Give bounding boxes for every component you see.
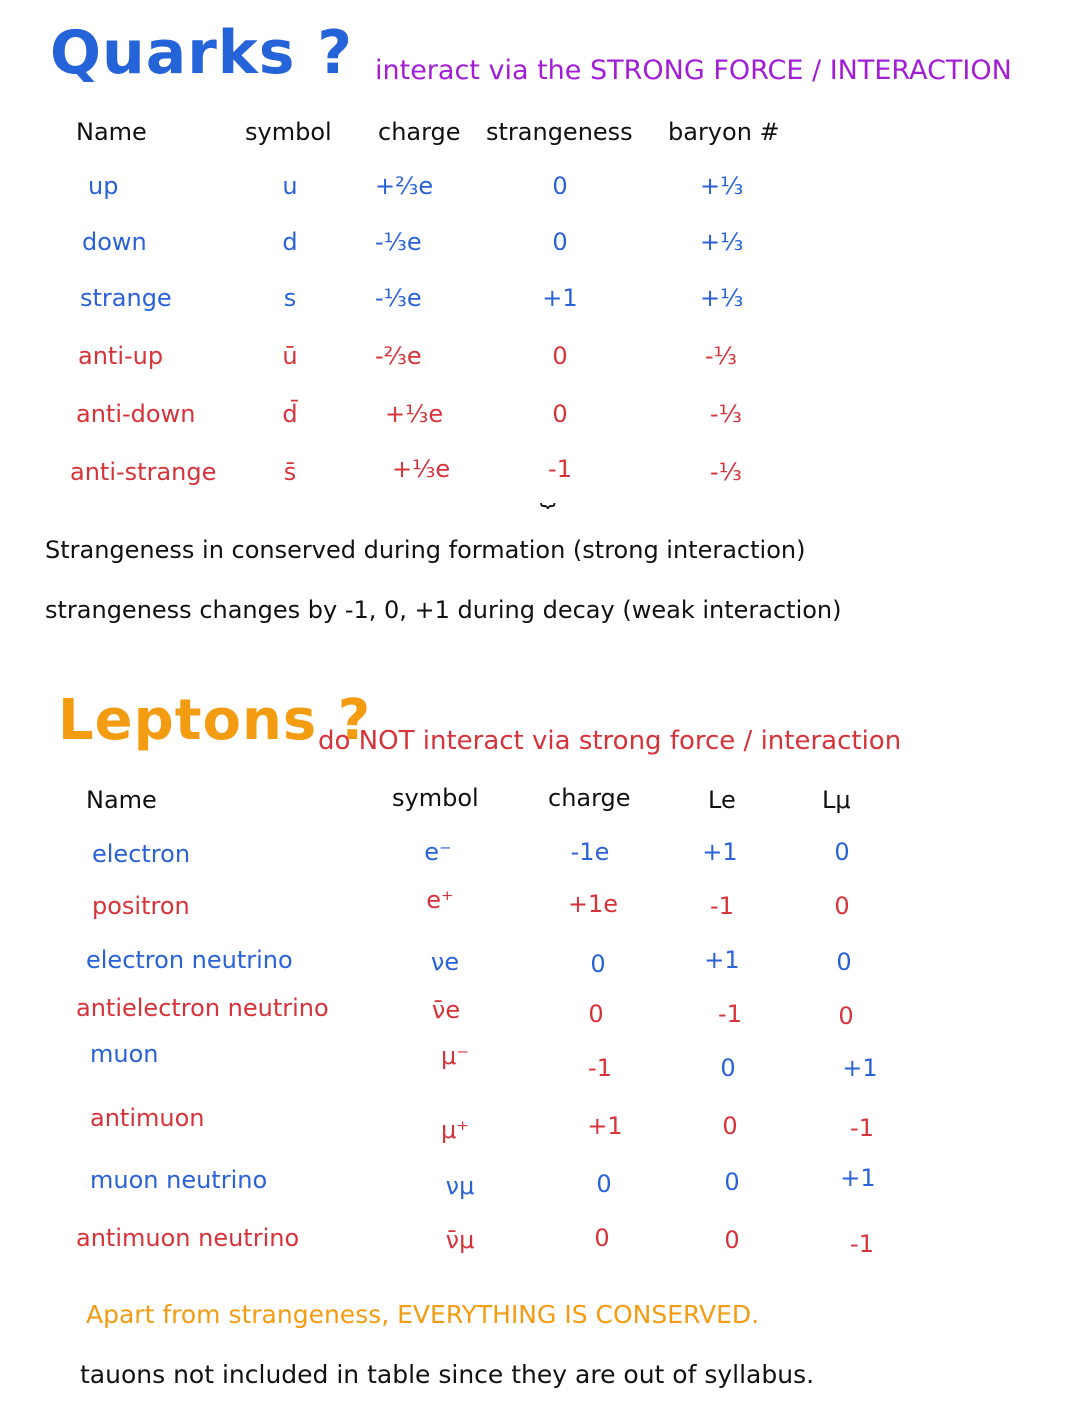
quark-row-strangeness: -1 xyxy=(548,455,572,483)
lepton-row-name: antielectron neutrino xyxy=(76,994,329,1022)
quarks-note-formation: Strangeness in conserved during formation (strong interaction) xyxy=(45,536,806,564)
lepton-row-charge: -1e xyxy=(570,838,610,866)
lepton-row-symbol: ν̄μ xyxy=(445,1226,475,1254)
lepton-row-symbol: μ⁺ xyxy=(441,1116,469,1144)
lepton-row-charge: +1 xyxy=(587,1112,623,1140)
quark-row-name: up xyxy=(88,172,119,200)
lepton-row-symbol: e⁺ xyxy=(426,886,454,914)
leptons-header-le: Le xyxy=(708,786,736,814)
leptons-header-charge: charge xyxy=(548,784,631,812)
lepton-row-charge: 0 xyxy=(588,1000,604,1028)
lepton-row-le: -1 xyxy=(710,892,734,920)
lepton-row-symbol: νe xyxy=(430,948,460,976)
leptons-title: Leptons ? xyxy=(58,688,372,753)
quark-row-symbol: ū xyxy=(282,342,298,370)
quark-row-strangeness: 0 xyxy=(552,172,568,200)
lepton-row-name: antimuon neutrino xyxy=(76,1224,300,1252)
quark-row-symbol: d xyxy=(282,228,298,256)
quark-row-name: anti-down xyxy=(76,400,196,428)
lepton-row-le: +1 xyxy=(704,946,740,974)
quark-row-baryon: -⅓ xyxy=(705,342,737,370)
quark-row-charge: -⅔e xyxy=(375,342,422,370)
lepton-row-symbol: νμ xyxy=(445,1172,475,1200)
quarks-header-baryon: baryon # xyxy=(668,118,780,146)
leptons-subtitle: do NOT interact via strong force / interaction xyxy=(318,726,902,756)
lepton-row-charge: -1 xyxy=(588,1054,612,1082)
lepton-row-lmu: -1 xyxy=(850,1114,874,1142)
lepton-row-lmu: 0 xyxy=(834,892,850,920)
quark-row-strangeness: 0 xyxy=(552,342,568,370)
lepton-row-name: electron xyxy=(92,840,191,868)
quarks-title: Quarks ? xyxy=(50,18,354,88)
lepton-row-lmu: 0 xyxy=(836,948,852,976)
quark-row-name: down xyxy=(82,228,147,256)
strangeness-brace: ⏟ xyxy=(540,478,556,508)
lepton-row-name: electron neutrino xyxy=(86,946,293,974)
lepton-row-charge: 0 xyxy=(594,1224,610,1252)
quark-row-charge: +⅓e xyxy=(392,455,451,483)
leptons-header-lmu: Lμ xyxy=(822,786,851,814)
quarks-header-charge: charge xyxy=(378,118,461,146)
quark-row-name: anti-strange xyxy=(70,458,217,486)
lepton-row-symbol: ν̄e xyxy=(431,996,461,1024)
lepton-row-symbol: e⁻ xyxy=(424,838,452,866)
quark-row-baryon: +⅓ xyxy=(700,284,744,312)
quark-row-strangeness: +1 xyxy=(542,284,578,312)
lepton-row-name: muon neutrino xyxy=(90,1166,268,1194)
quark-row-baryon: -⅓ xyxy=(710,400,742,428)
lepton-row-le: 0 xyxy=(720,1054,736,1082)
leptons-header-name: Name xyxy=(86,786,157,814)
lepton-row-lmu: 0 xyxy=(834,838,850,866)
lepton-row-le: 0 xyxy=(724,1168,740,1196)
lepton-row-lmu: -1 xyxy=(850,1230,874,1258)
quarks-subtitle: interact via the STRONG FORCE / INTERACTION xyxy=(375,55,1012,86)
quark-row-strangeness: 0 xyxy=(552,228,568,256)
quark-row-symbol: u xyxy=(282,172,298,200)
lepton-row-le: 0 xyxy=(722,1112,738,1140)
lepton-row-charge: 0 xyxy=(590,950,606,978)
quarks-note-decay: strangeness changes by -1, 0, +1 during decay (weak interaction) xyxy=(45,596,842,624)
lepton-row-le: -1 xyxy=(718,1000,742,1028)
lepton-row-lmu: +1 xyxy=(842,1054,878,1082)
quark-row-charge: -⅓e xyxy=(375,228,422,256)
quark-row-strangeness: 0 xyxy=(552,400,568,428)
quark-row-symbol: s xyxy=(283,284,297,312)
quark-row-charge: -⅓e xyxy=(375,284,422,312)
lepton-row-charge: 0 xyxy=(596,1170,612,1198)
leptons-header-symbol: symbol xyxy=(392,784,479,812)
conservation-note: Apart from strangeness, EVERYTHING IS CONSERVED. xyxy=(86,1300,760,1329)
lepton-row-symbol: μ⁻ xyxy=(441,1042,469,1070)
quark-row-symbol: d̄ xyxy=(282,400,298,428)
quark-row-name: strange xyxy=(80,284,172,312)
quarks-header-strangeness: strangeness xyxy=(486,118,633,146)
lepton-row-lmu: 0 xyxy=(838,1002,854,1030)
syllabus-note: tauons not included in table since they are out of syllabus. xyxy=(80,1360,815,1389)
quark-row-charge: +⅓e xyxy=(385,400,444,428)
lepton-row-name: muon xyxy=(90,1040,159,1068)
quark-row-baryon: -⅓ xyxy=(710,458,742,486)
lepton-row-charge: +1e xyxy=(567,890,619,918)
quark-row-baryon: +⅓ xyxy=(700,172,744,200)
quark-row-name: anti-up xyxy=(78,342,164,370)
lepton-row-name: positron xyxy=(92,892,190,920)
quark-row-charge: +⅔e xyxy=(375,172,434,200)
quarks-header-name: Name xyxy=(76,118,147,146)
lepton-row-le: 0 xyxy=(724,1226,740,1254)
quark-row-baryon: +⅓ xyxy=(700,228,744,256)
lepton-row-le: +1 xyxy=(702,838,738,866)
lepton-row-name: antimuon xyxy=(90,1104,205,1132)
quarks-header-symbol: symbol xyxy=(245,118,332,146)
lepton-row-lmu: +1 xyxy=(840,1164,876,1192)
quark-row-symbol: s̄ xyxy=(283,458,297,486)
